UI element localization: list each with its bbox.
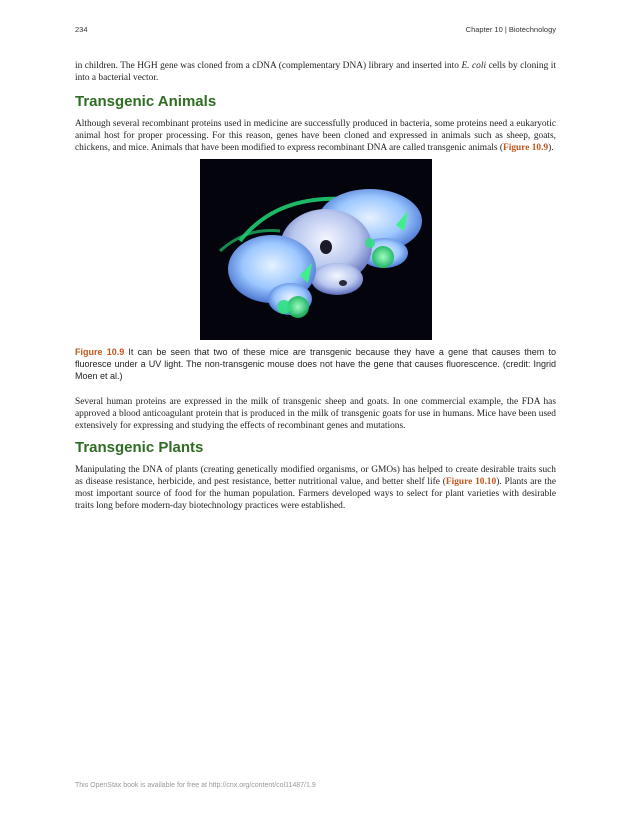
chapter-title: Chapter 10 | Biotechnology bbox=[465, 25, 556, 34]
animals-paragraph-1-text: Although several recombinant proteins used in medicine are successfully produced in bacteria, some proteins need a eukaryotic animal host for proper processing. For this reason, genes have been cloned and expressed in animals such as sheep, goats, chickens, and mice. Animals that have been modified to express recombinant DNA are called transgenic animals ( bbox=[75, 119, 556, 153]
figure-container bbox=[75, 159, 556, 340]
figure-label: Figure 10.9 bbox=[75, 347, 125, 357]
mouse-head-middle bbox=[311, 263, 363, 295]
green-snout-right bbox=[372, 246, 394, 268]
page-footer: This OpenStax book is available for free at http://cnx.org/content/col11487/1.9 bbox=[75, 782, 316, 789]
animals-paragraph-1 bbox=[75, 118, 556, 154]
intro-paragraph bbox=[75, 60, 556, 84]
plants-paragraph-1 bbox=[75, 464, 556, 512]
page-content bbox=[75, 60, 556, 512]
figure-10-9-link[interactable]: Figure 10.9 bbox=[502, 143, 549, 153]
species-name: E. coli bbox=[461, 61, 487, 71]
plants-paragraph-1-text: Manipulating the DNA of plants (creating genetically modified organisms, or GMOs) has helped to create desirable traits such as disease resistance, herbicide, and pest resistance, better nutritional value, and better shelf life ( bbox=[75, 465, 556, 487]
caption-text: It can be seen that two of these mice are transgenic because they have a gene that causes them to fluoresce under a UV light. The non-transgenic mouse does not have the gene that causes fluorescence. (credit: Ingrid Moen et al.) bbox=[75, 347, 556, 381]
section-heading-animals: Transgenic Animals bbox=[75, 93, 217, 110]
mouse-ear-middle bbox=[320, 240, 332, 254]
mice-illustration bbox=[200, 159, 432, 340]
page-number: 234 bbox=[75, 25, 88, 34]
green-paw-right bbox=[365, 238, 375, 248]
section-heading-plants: Transgenic Plants bbox=[75, 439, 204, 456]
animals-paragraph-2: Several human proteins are expressed in the milk of transgenic sheep and goats. In one commercial example, the FDA has approved a blood anticoagulant protein that is produced in the milk of transgenic goats for use in humans. Mice have been used extensively for expressing and studying the effects of recombinant genes and mutations. bbox=[75, 397, 556, 431]
figure-caption bbox=[75, 346, 556, 382]
transgenic-mice-photo bbox=[200, 159, 432, 340]
intro-text-start: in children. The HGH gene was cloned from a cDNA (complementary DNA) library and inserted into bbox=[75, 61, 462, 71]
mouse-eye-middle bbox=[339, 280, 347, 286]
animals-paragraph-1-end: ). bbox=[548, 143, 554, 153]
plants-paragraph-1-end: ). Plants are the most important source of food for the human population. Farmers developed ways to select for plant varieties with desirable traits long before modern-day biotechnology practices were established. bbox=[75, 477, 556, 511]
green-paw-left bbox=[277, 300, 291, 314]
intro-text-end: cells by cloning it into a bacterial vector. bbox=[75, 61, 556, 83]
figure-10-10-link[interactable]: Figure 10.10 bbox=[445, 477, 497, 487]
